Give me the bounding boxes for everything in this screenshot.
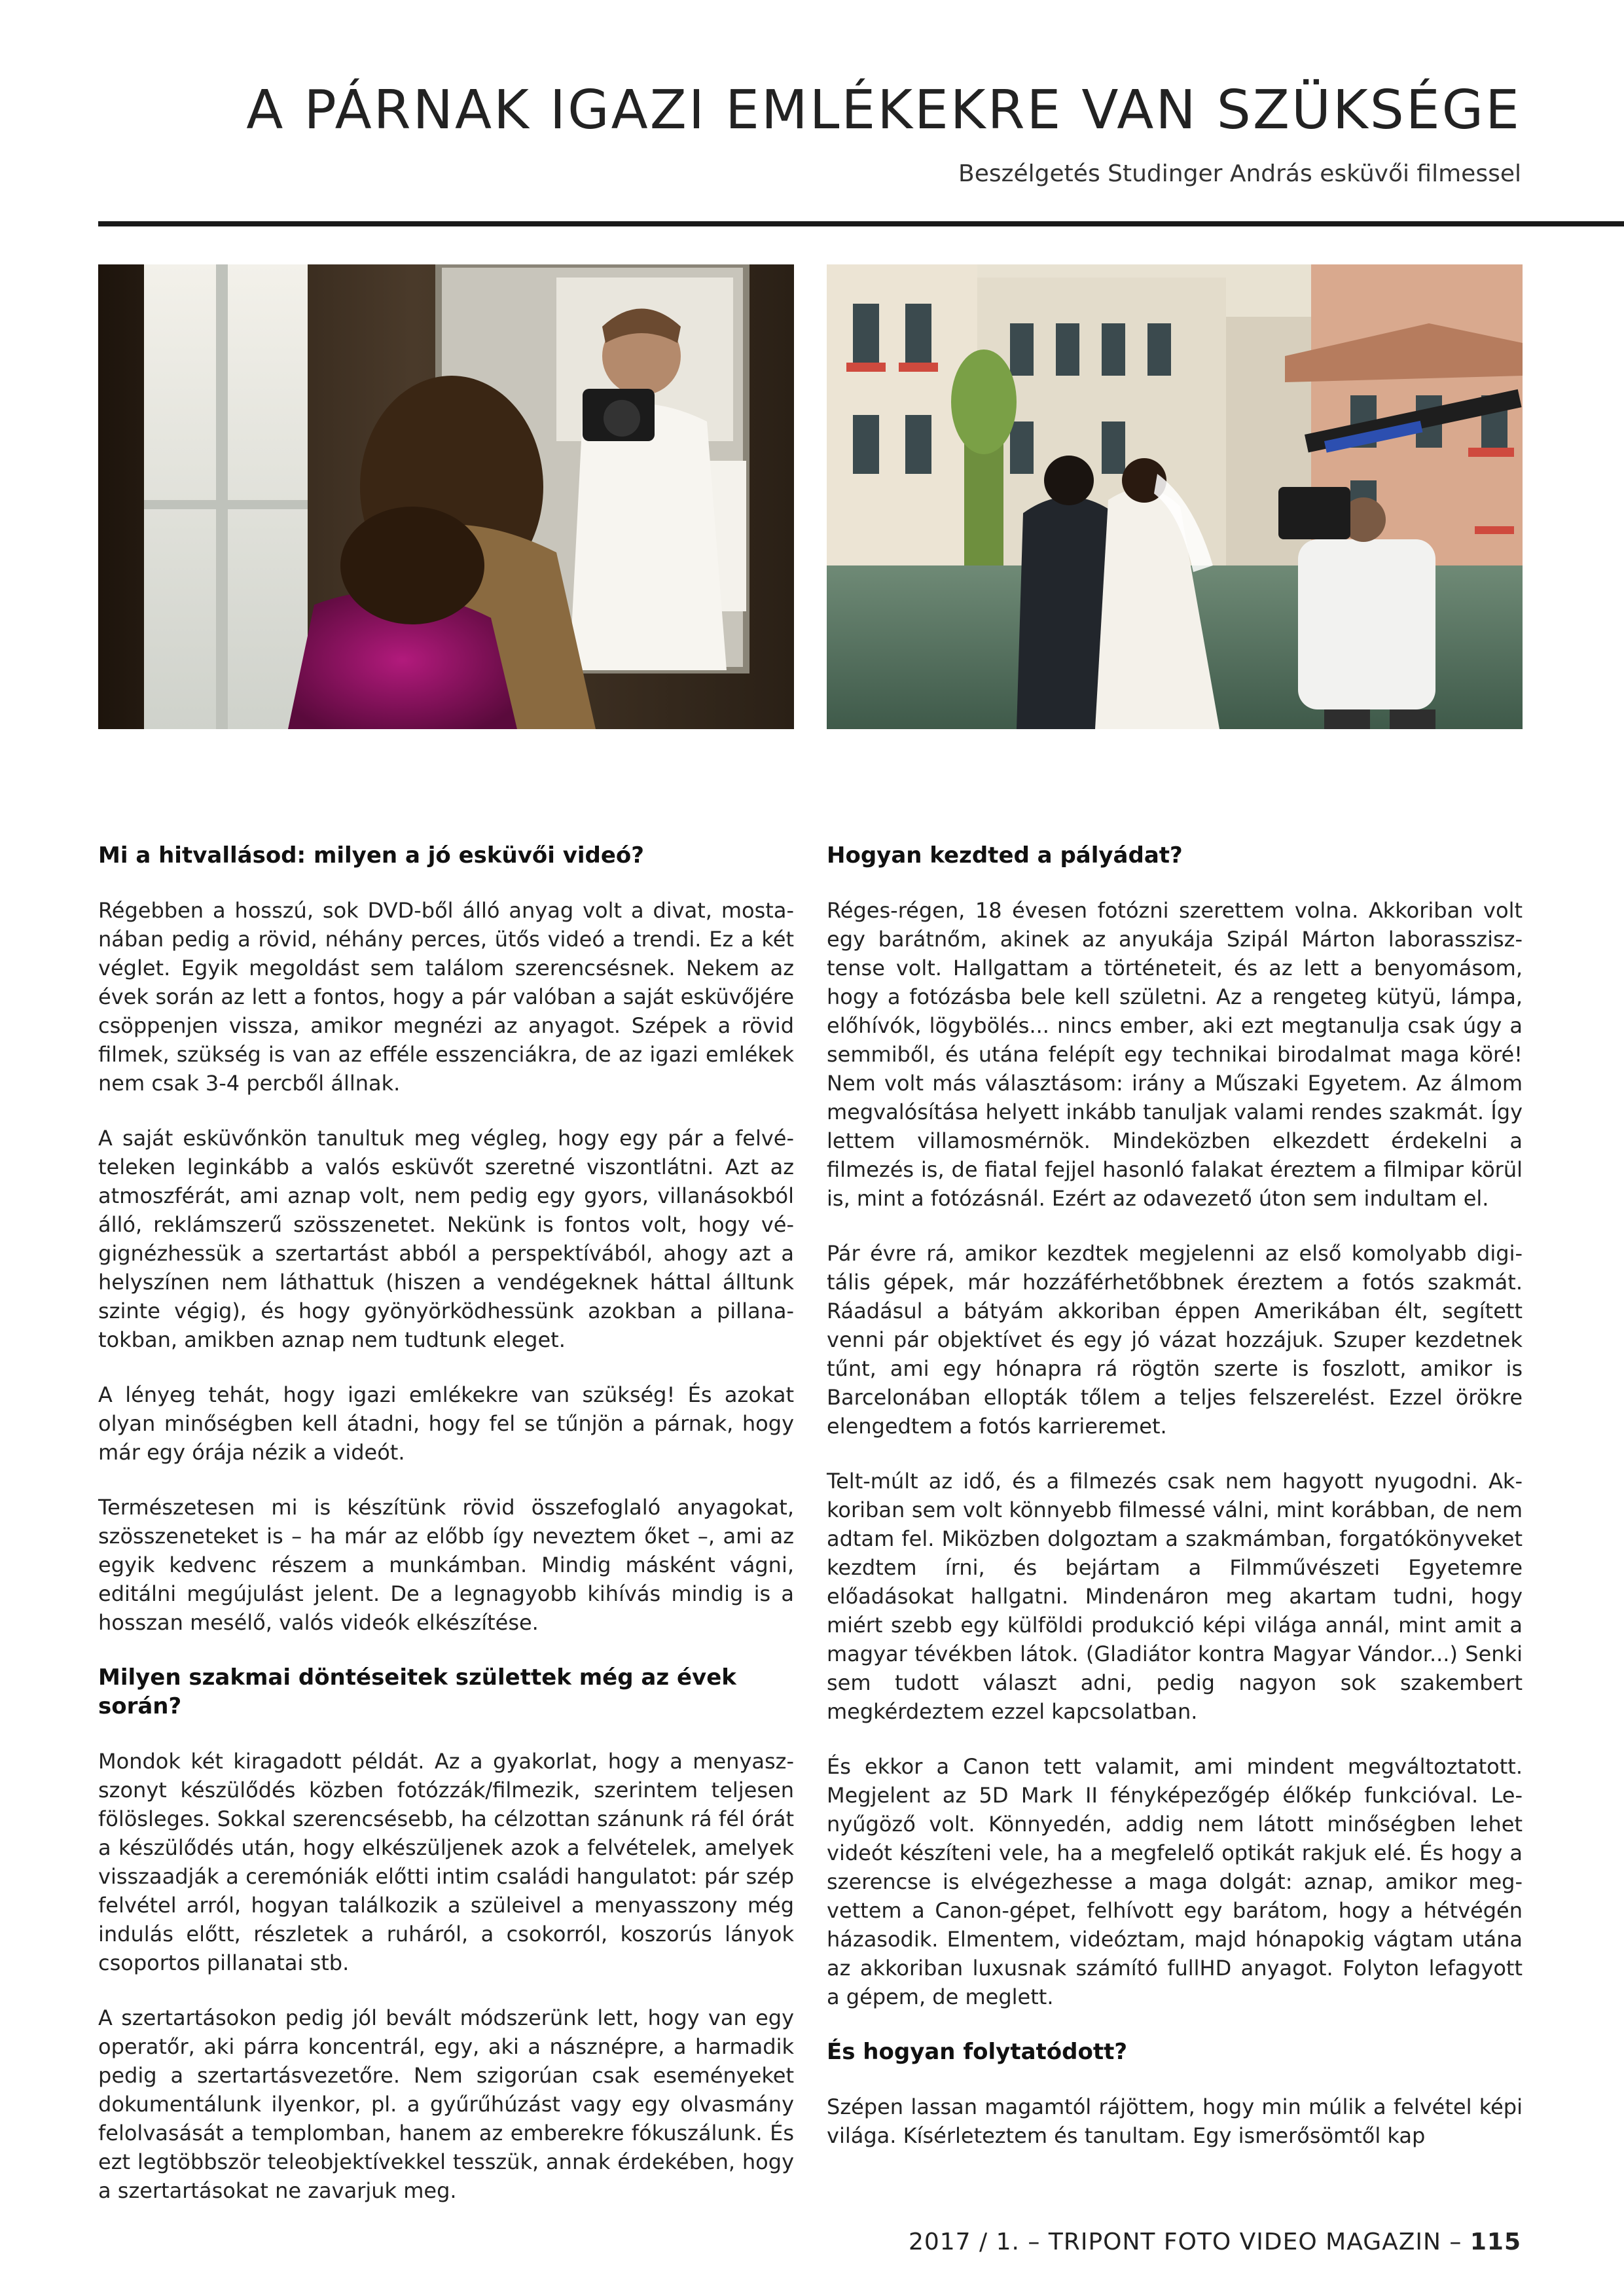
interview-answer: A szertartásokon pedig jól bevált módszerünk lett, hogy van egy operatőr, aki párra koncentrál, egy, aki a násznépre, a harmadik pedig a szertartásvezetőre. Nem szigorúan csak eseményeket dokumentálunk ilyenkor, pl. a gyűrűhúzást vagy egy olvasmány felolvasását a templomban, hanem az emberekre fókuszálunk. És ezt legtöbbször teleobjektívekkel tesszük, annak érdekében, hogy a szertartásokat ne zavarjuk meg. bbox=[98, 2005, 794, 2203]
article-title: A PÁRNAK IGAZI EMLÉKEKRE VAN SZÜKSÉGE bbox=[246, 79, 1521, 141]
interview-answer: A saját esküvőnkön tanultuk meg végleg, hogy egy pár a felvételeken leginkább a valós esküvőt szeretné viszontlátni. Azt az atmoszférát, ami aznap volt, nem pedig egy gyors, villanásokból álló, reklámszerű szösszenetet. Nekünk is fontos volt, hogy végignézhessük a szertartást abból a perspektívából, ahogy azt a helyszínen nem láthattuk (hiszen a vendégeknek háttal álltunk szinte végig), és hogy gyönyörködhessünk azokban a pillanatokban, amikben aznap nem tudtunk eleget. bbox=[98, 1126, 794, 1352]
footer-issue: 2017 / 1. – TRIPONT FOTO VIDEO MAGAZIN – bbox=[908, 2229, 1470, 2255]
photo-venice-couple bbox=[827, 264, 1523, 729]
interview-answer: Mondok két kiragadott példát. Az a gyakorlat, hogy a menyaszszonyt készülődés közben fotózzák/filmezik, szerintem teljesen fölösleges. Sokkal szerencsésebb, ha célzottan szánunk rá fél órát a készülődés után, hogy elkészüljenek azok a felvételek, amelyek visszaadják a ceremóniák előtti intim családi hangulatot: pár szép felvétel arról, hogyan találkozik a szüleivel a menyasszony még indulás előtt, részletek a ruháról, a csokorról, koszorús lányok csoportos pillanatai stb. bbox=[98, 1749, 794, 1975]
interview-question: Hogyan kezdted a pályádat? bbox=[827, 842, 1183, 869]
header-rule bbox=[98, 221, 1624, 226]
article-right-column bbox=[827, 841, 1523, 2176]
article-left-column bbox=[98, 841, 794, 2231]
interview-answer: Szépen lassan magamtól rájöttem, hogy min múlik a felvétel képi világa. Kísérleteztem és tanultam. Egy ismerősömtől kap bbox=[827, 2094, 1523, 2148]
interview-answer: Telt-múlt az idő, és a filmezés csak nem hagyott nyugodni. Akkoriban sem volt könnyebb filmessé válni, mint korábban, de nem adtam fel. Miközben dolgoztam a szakmámban, forgatókönyveket kezdtem írni, és bejártam a Filmművészeti Egyetemre előadásokat hallgatni. Mindenáron meg akartam tudni, hogy miért szebb egy külföldi produkció képi világa annál, mint amit a magyar tévékben látok. (Gladiátor kontra Magyar Vándor...) Senki sem tudott választ adni, pedig nagyon sok szakembert megkérdeztem ezzel kapcsolatban. bbox=[827, 1469, 1523, 1724]
interview-question: És hogyan folytatódott? bbox=[827, 2039, 1128, 2065]
page-footer bbox=[98, 2229, 1521, 2255]
interview-question: Mi a hitvallásod: milyen a jó esküvői videó? bbox=[98, 842, 644, 869]
article-subtitle: Beszélgetés Studinger András esküvői filmessel bbox=[958, 160, 1521, 187]
interview-answer: És ekkor a Canon tett valamit, ami mindent megváltoztatott. Megjelent az 5D Mark II fényképezőgép élőkép funkcióval. Lenyűgöző volt. Könnyedén, addig nem látott minőségben lehet videót készíteni vele, ha a megfelelő optikát rakjuk elé. És hogy a szerencse is elvégezhesse a maga dolgát: aznap, amikor megvettem a Canon-gépet, felhívott egy barátom, hogy a hétvégén házasodik. Elmentem, videóztam, majd hónapokig vágtam utána az akkoriban luxusnak számító fullHD anyagot. Folyton lefagyott a gépem, de meglett. bbox=[827, 1754, 1523, 2009]
interview-answer: A lényeg tehát, hogy igazi emlékekre van szükség! És azokat olyan minőségben kell átadni, hogy fel se tűnjön a párnak, hogy már egy órája nézik a videót. bbox=[98, 1382, 794, 1465]
page-number: 115 bbox=[1470, 2229, 1521, 2255]
interview-answer: Természetesen mi is készítünk rövid összefoglaló anyagokat, szösszeneteket is – ha már az előbb így neveztem őket –, ami az egyik kedvenc részem a munkámban. Mindig másként vágni, editálni megújulást jelent. De a legnagyobb kihívás mindig is a hosszan mesélő, valós videók elkészítése. bbox=[98, 1495, 794, 1635]
interview-question: Milyen szakmai döntéseitek születtek még az évek során? bbox=[98, 1664, 736, 1719]
photo-videographer-mirror bbox=[98, 264, 794, 729]
interview-answer: Pár évre rá, amikor kezdtek megjelenni az első komolyabb digitális gépek, már hozzáférhetőbbnek éreztem a fotós szakmát. Ráadásul a bátyám akkoriban éppen Amerikában élt, segített venni pár objektívet és egy jó vázat hozzájuk. Szuper kezdetnek tűnt, ami egy hónapra rá rögtön szerte is foszlott, amikor is Barcelonában ellopták tőlem a teljes felszerelést. Ezzel örökre elengedtem a fotós karrieremet. bbox=[827, 1241, 1523, 1439]
interview-answer: Régebben a hosszú, sok DVD-ből álló anyag volt a divat, mostanában pedig a rövid, néhány perces, ütős videó a trendi. Ez a két véglet. Egyik megoldást sem találom szerencsésnek. Nekem az évek során az lett a fontos, hogy a pár valóban a saját esküvőjére csöppenjen vissza, amikor megnézi az anyagot. Szépek a rövid filmek, szükség is van az efféle esszenciákra, de az igazi emlékek nem csak 3-4 percből állnak. bbox=[98, 898, 794, 1096]
interview-answer: Réges-régen, 18 évesen fotózni szerettem volna. Akkoriban volt egy barátnőm, akinek az anyukája Szipál Márton laborasszisztense volt. Hallgattam a történeteit, és az lett a benyomásom, hogy a fotózásba bele kell születni. Az a rengeteg kütyü, lámpa, előhívók, lögybölés... nincs ember, aki ezt megtanulja csak úgy a semmiből, és utána felépít egy technikai birodalmat maga köré! Nem volt más választásom: irány a Műszaki Egyetem. Az álmom megvalósítása helyett inkább tanuljak valami rendes szakmát. Így lettem villamosmérnök. Mindeközben elkezdett érdekelni a filmezés is, de fiatal fejjel hasonló falakat éreztem a filmipar körül is, mint a fotózásnál. Ezért az odavezető úton sem indultam el. bbox=[827, 898, 1523, 1211]
